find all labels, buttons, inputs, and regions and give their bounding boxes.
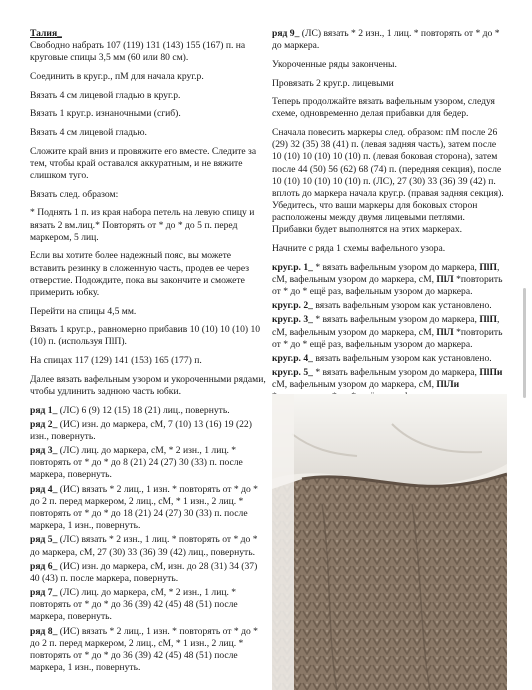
scrollbar[interactable] (523, 288, 526, 398)
instruction-round-3: круг.р. 3_ * вязать вафельным узором до маркера, ПlП, сМ, вафельным узором до маркера, сМ, ПlЛ *повторить от * до * ещё раз, вафельным узором до маркера. (272, 314, 503, 350)
paragraph-knit-as-follows: Вязать след. образом: (30, 188, 119, 200)
instruction-row-6: ряд 6_ (ИС) изн. до маркера, сМ, изн. до 28 (31) 34 (37) 40 (43) п. после маркера, повернуть. (30, 560, 258, 584)
paragraph-short-rows-intro: Далее вязать вафельным узором и укороченными рядами, чтобы удлинить заднюю часть юбки. (30, 373, 266, 397)
instruction-row-7: ряд 7_ (ЛС) лиц. до маркера, сМ, * 2 изн., 1 лиц. * повторять от * до * до 36 (39) 42 (45) 48 (51) после маркера, повернуть. (30, 587, 238, 623)
left-column (30, 28, 266, 676)
paragraph-increase: Вязать 1 круг.р., равномерно прибавив 10 (10) 10 (10) 10 (10) п. (используя ПlП). (30, 324, 261, 348)
paragraph-short-rows-done: Укороченные ряды закончены. (272, 58, 397, 70)
instruction-row-8: ряд 8_ (ИС) вязать * 2 лиц., 1 изн. * повторять от * до * до 2 п. перед маркером, 2 лиц., сМ, * 1 изн., 2 лиц. * повторять от * до * до 36 (39) 42 (45) 48 (51) после маркера, 1 изн., повернуть. (30, 625, 258, 674)
paragraph-fold-row: Вязать 1 круг.р. изнаночными (сгиб). (30, 108, 181, 120)
skirt-illustration (272, 394, 507, 690)
instruction-round-2: круг.р. 2_ вязать вафельным узором как установлено. (272, 300, 492, 312)
instruction-row-3: ряд 3_ (ЛС) лиц. до маркера, сМ, * 2 изн., 1 лиц. * повторять от * до * до 8 (21) 24 (27) 30 (33) п. после маркера, повернуть. (30, 445, 243, 481)
instruction-round-1: круг.р. 1_ * вязать вафельным узором до маркера, ПlП, сМ, вафельным узором до маркера, сМ, ПlЛ *повторить от * до * ещё раз, вафельным узором до маркера. (272, 261, 503, 298)
right-column (272, 28, 507, 418)
instruction-round-5: круг.р. 5_ * вязать вафельным узором до маркера, ПlПи сМ, вафельным узором до маркера, сМ, ПlЛи (272, 367, 503, 391)
section-title: Талия_ (30, 28, 62, 39)
paragraph-knit-two-rounds: Провязать 2 круг.р. лицевыми (272, 77, 394, 89)
instruction-round-4: круг.р. 4_ вязать вафельным узором как установлено. (272, 352, 492, 364)
paragraph-cast-on: Свободно набрать 107 (119) 131 (143) 155 (167) п. на круговые спицы 3,5 мм (60 или 80 см). (30, 40, 246, 64)
instruction-row-4: ряд 4_ (ИС) вязать * 2 лиц., 1 изн. * повторять от * до * до 2 п. перед маркером, 2 лиц., сМ, * 1 изн., 2 лиц. * повторять от * до * до 18 (21) 24 (27) 30 (33) п. после маркера, 1 изн., повернуть. (30, 483, 258, 532)
paragraph-start-chart: Начните с ряда 1 схемы вафельного узора. (272, 243, 446, 255)
paragraph-pickup: * Поднять 1 п. из края набора петель на левую спицу и вязать 2 вм.лиц.* Повторять от * до * до 5 п. перед маркером, 5 лиц. (30, 207, 255, 243)
skirt-photo (272, 394, 507, 690)
paragraph-stitch-count: На спицах 117 (129) 141 (153) 165 (177) п. (30, 355, 202, 367)
instruction-row-1: ряд 1_ (ЛС) 6 (9) 12 (15) 18 (21) лиц., повернуть. (30, 404, 230, 416)
paragraph-join: Соединить в круг.р., пМ для начала круг.р. (30, 71, 204, 83)
paragraph-fold-hem: Сложите край вниз и провяжите его вместе. Следите за тем, чтобы край оставался аккуратным, и не вяжите слишком туго. (30, 145, 257, 182)
instruction-row-9: ряд 9_ (ЛС) вязать * 2 изн., 1 лиц. * повторять от * до * до маркера. (272, 28, 500, 52)
paragraph-waffle-continue: Теперь продолжайте вязать вафельным узором, следуя схеме, одновременно делая прибавки для бедер. (272, 96, 495, 120)
paragraph-elastic: Если вы хотите более надежный пояс, вы можете вставить резинку в сложенную часть, продев ее через отверстие. Подождите, пока вы закончите и сможете примерить юбку. (30, 250, 249, 298)
instruction-row-5: ряд 5_ (ЛС) вязать * 2 изн., 1 лиц. * повторять от * до * до маркера, сМ, 27 (30) 33 (36) 39 (42) лиц., повернуть. (30, 534, 258, 558)
paragraph-stockinette: Вязать 4 см лицевой гладью в круг.р. (30, 89, 181, 101)
instruction-row-2: ряд 2_ (ИС) изн. до маркера, сМ, 7 (10) 13 (16) 19 (22) изн., повернуть. (30, 418, 252, 442)
paragraph-stockinette-2: Вязать 4 см лицевой гладью. (30, 127, 147, 139)
paragraph-needles: Перейти на спицы 4,5 мм. (30, 305, 137, 317)
paragraph-markers: Сначала повесить маркеры след. образом: пМ после 26 (29) 32 (35) 38 (41) п. (левая задняя часть), затем после 10 (10) 10 (10) 10 (10) п. (левая боковая сторона), затем после 44 (50) 56 (62) 68 (74) п. (передняя секция), после 10 (10) 10 (10) 10 (10) п. (ЛС), 27 (30) 33 (36) 39 (42) п. вплоть до маркера начала круг.р. (правая задняя секция). Убедитесь, что ваши маркеры для боковых сторон расположены между двумя лицевыми петлями. Прибавки будет выполнятся на этих маркерах. (272, 127, 504, 236)
